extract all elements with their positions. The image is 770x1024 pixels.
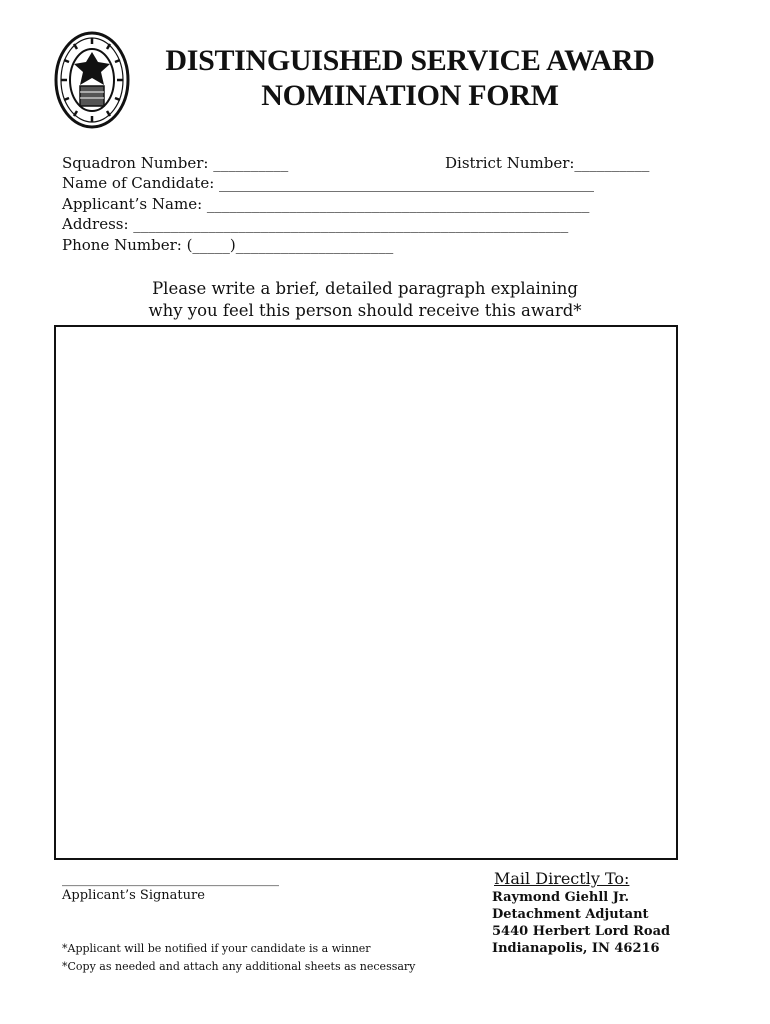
prompt-line2: why you feel this person should receive this award* — [148, 301, 582, 320]
district-number-field[interactable]: District Number:__________ — [445, 154, 650, 172]
copy-notice: *Copy as needed and attach any additional sheets as necessary — [62, 960, 416, 973]
winner-notice: *Applicant will be notified if your candidate is a winner — [62, 942, 371, 955]
mail-heading: Mail Directly To: — [494, 869, 630, 888]
mail-recipient-title: Detachment Adjutant — [492, 907, 649, 922]
phone-number-field[interactable]: Phone Number: (_____)_____________________ — [62, 236, 394, 254]
form-title-line1: DISTINGUISHED SERVICE AWARD — [165, 44, 655, 77]
mail-street: 5440 Herbert Lord Road — [492, 924, 671, 939]
candidate-name-field[interactable]: Name of Candidate: __________________________________________________ — [62, 174, 595, 192]
squadron-number-field[interactable]: Squadron Number: __________ — [62, 154, 289, 172]
prompt-line1: Please write a brief, detailed paragraph explaining — [152, 279, 578, 298]
mail-recipient-name: Raymond Giehll Jr. — [492, 890, 630, 905]
address-field[interactable]: Address: __________________________________________________________ — [62, 215, 569, 233]
nomination-paragraph-box[interactable] — [54, 325, 678, 860]
mail-city: Indianapolis, IN 46216 — [492, 941, 660, 956]
signature-line[interactable]: _______________________________ — [62, 871, 279, 887]
sons-of-legion-emblem-icon — [54, 30, 130, 130]
applicant-name-field[interactable]: Applicant’s Name: ___________________________________________________ — [62, 195, 590, 213]
form-title-line2: NOMINATION FORM — [261, 79, 559, 112]
signature-label: Applicant’s Signature — [62, 888, 205, 903]
